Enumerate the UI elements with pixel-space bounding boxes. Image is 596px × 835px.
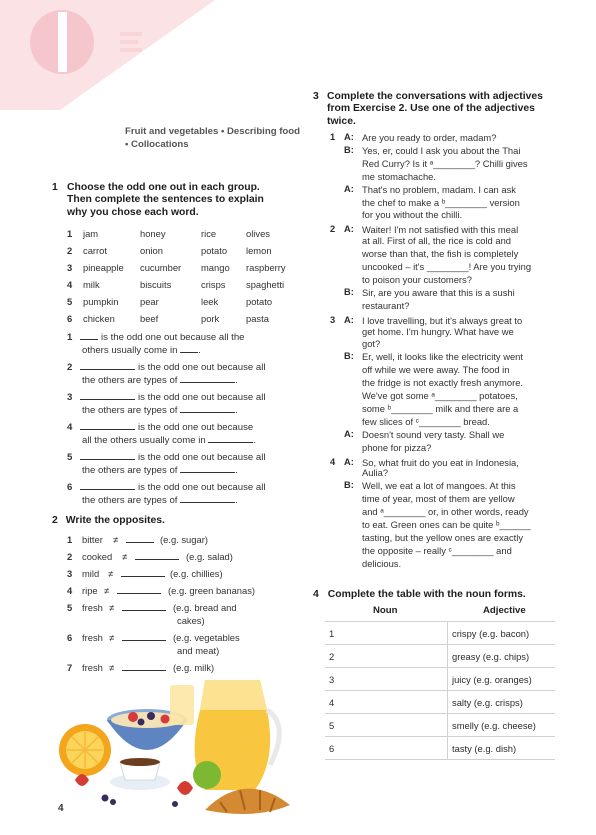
adjective-cell: greasy (e.g. chips) <box>452 651 530 662</box>
adjective-cell: tasty (e.g. dish) <box>452 743 517 754</box>
conversation-line: off while we were away. The food in <box>362 364 510 376</box>
column-divider <box>447 622 448 644</box>
table-header-noun: Noun <box>373 605 398 616</box>
column-divider <box>447 645 448 667</box>
speaker-label: A: <box>344 183 354 194</box>
conversation-line: Doesn't sound very tasty. Shall we <box>362 428 505 440</box>
column-divider <box>447 714 448 736</box>
conversation-line: and ᵃ________ or, in other words, ready <box>362 506 529 518</box>
speaker-label: B: <box>344 144 354 155</box>
conversation-line: restaurant? <box>362 299 410 311</box>
conversation-line: Red Curry? Is it ᵃ________? Chilli gives <box>362 157 528 169</box>
table-row <box>325 736 555 759</box>
speaker-label: A: <box>344 456 354 467</box>
speaker-label: B: <box>344 286 354 297</box>
conversation-line: to eat. Green ones can be quite ᵇ______ <box>362 519 531 530</box>
speaker-label: A: <box>344 428 354 439</box>
row-number: 2 <box>329 651 335 662</box>
exercise-1-sentence: 3 is the odd one out because all the others are types of . <box>67 392 266 416</box>
exercise-1-sentence: 6 is the odd one out because all the others are types of . <box>67 482 266 506</box>
conversation-line: Are you ready to order, madam? <box>362 132 497 143</box>
row-number: 3 <box>329 674 335 685</box>
table-row <box>325 690 555 713</box>
conversation-line: That's no problem, madam. I can ask <box>362 183 516 195</box>
conversation-line: Well, we eat a lot of mangoes. At this <box>362 480 516 492</box>
row-number: 5 <box>329 720 335 731</box>
conversation-line: Yes, er, could I ask you about the Thai <box>362 144 521 156</box>
conversation-line: We've got some ᵃ________ potatoes, <box>362 390 518 401</box>
unit-logo <box>0 0 230 110</box>
table-row <box>325 621 555 644</box>
exercise-1-sentence: 1 is the odd one out because all the others usually come in . <box>67 332 245 356</box>
conversation-number: 2 <box>330 224 336 235</box>
conversation-line: delicious. <box>362 557 402 569</box>
conversation-line: some ᵇ________ milk and there are a <box>362 402 519 414</box>
speaker-label: B: <box>344 351 354 362</box>
exercise-3-heading: 3 Complete the conversations with adjectives from Exercise 2. Use one of the adjectives twice. <box>313 91 543 127</box>
conversation-line: me stomachache. <box>362 170 436 182</box>
table-header-adjective: Adjective <box>483 605 526 616</box>
conversation-number: 1 <box>330 132 336 142</box>
table-bottom-rule <box>325 759 555 760</box>
conversation-line: the fridge is not exactly fresh anymore. <box>362 377 524 389</box>
table-row <box>325 644 555 667</box>
conversation-line: Er, well, it looks like the electricity went <box>362 351 523 363</box>
row-number: 6 <box>329 743 335 754</box>
column-divider <box>447 668 448 690</box>
conversation-line: Sir, are you aware that this is a sushi <box>362 286 515 298</box>
speaker-label: A: <box>344 132 354 142</box>
conversation-number: 3 <box>330 314 336 325</box>
column-divider <box>447 737 448 759</box>
conversation-line: I love travelling, but it's always great to <box>362 314 523 326</box>
conversation-line: the opposite – really ᶜ________ and <box>362 544 512 556</box>
adjective-cell: salty (e.g. crisps) <box>452 697 523 708</box>
exercise-1-sentence: 4 is the odd one out because all the others usually come in . <box>67 422 257 446</box>
table-row <box>325 667 555 690</box>
speaker-label: A: <box>344 314 354 325</box>
exercise-2-heading: 2 Write the opposites. <box>52 515 165 526</box>
conversation-line: phone for pizza? <box>362 441 432 453</box>
speaker-label: B: <box>344 480 354 491</box>
adjective-cell: crispy (e.g. bacon) <box>452 628 530 639</box>
conversation-line: uncooked – it's ________! Are you trying <box>362 261 532 272</box>
conversation-line: few slices of ᶜ________ bread. <box>362 415 490 427</box>
exercise-1-heading: 1 Choose the odd one out in each group. Then complete the sentences to explain why you chose each word. <box>52 182 264 218</box>
conversation-line: So, what fruit do you eat in Indonesia, <box>362 456 519 468</box>
conversation-line: tasting, but the yellow ones are exactly <box>362 531 524 543</box>
row-number: 4 <box>329 697 335 708</box>
exercise-1-sentence: 2 is the odd one out because all the others are types of . <box>67 362 266 386</box>
conversation-line: got? <box>362 338 381 350</box>
conversation-line: the chef to make a ᵇ________ version <box>362 196 520 208</box>
page-number: 4 <box>58 803 64 814</box>
conversation-line: for you without the chilli. <box>362 209 463 221</box>
conversation-line: worse than that, the fish is completely <box>362 248 519 260</box>
conversation-line: Aulia? <box>362 467 389 479</box>
conversation-line: time of year, most of them are yellow <box>362 493 515 505</box>
row-number: 1 <box>329 628 335 639</box>
breakfast-illustration <box>55 670 295 820</box>
speaker-label: A: <box>344 224 354 235</box>
conversation-line: Waiter! I'm not satisfied with this meal <box>362 224 519 236</box>
column-divider <box>447 691 448 713</box>
exercise-1-sentence: 5 is the odd one out because all the others are types of . <box>67 452 266 476</box>
unit-topic: Fruit and vegetables • Describing food • Collocations <box>125 126 301 150</box>
exercise-4-heading: 4 Complete the table with the noun forms. <box>313 589 526 600</box>
table-row <box>325 713 555 736</box>
conversation-line: at all. First of all, the rice is cold and <box>362 235 512 247</box>
conversation-line: get home. I'm hungry. What have we <box>362 325 514 337</box>
adjective-cell: smelly (e.g. cheese) <box>452 720 536 731</box>
conversation-line: to poison your customers? <box>362 273 472 285</box>
adjective-cell: juicy (e.g. oranges) <box>452 674 532 685</box>
conversation-number: 4 <box>330 456 336 467</box>
